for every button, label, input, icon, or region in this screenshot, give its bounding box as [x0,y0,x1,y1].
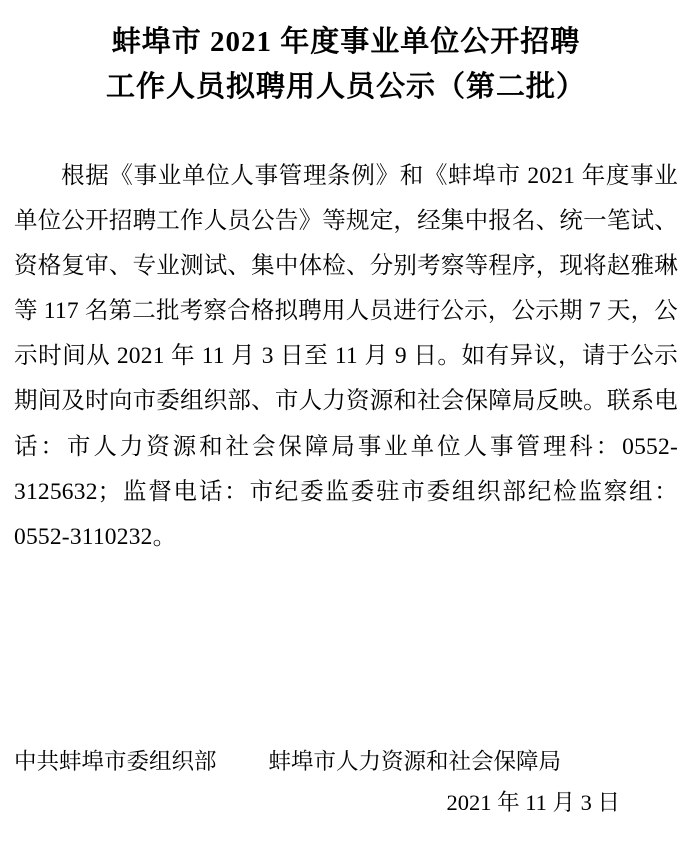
document-body [10,154,682,560]
title-line-1: 蚌埠市 2021 年度事业单位公开招聘 [111,26,581,58]
signature-block [10,742,682,825]
signature-spacer [217,742,269,783]
signature-date: 2021 年 11 月 3 日 [446,790,620,816]
document-title [10,0,682,110]
signature-orgs-row [10,742,682,783]
title-line-2: 工作人员拟聘用人员公示（第二批） [105,70,586,103]
signature-left-org: 中共蚌埠市委组织部 [14,748,217,774]
signature-right-org: 蚌埠市人力资源和社会保障局 [268,748,562,774]
body-paragraph: 根据《事业单位人事管理条例》和《蚌埠市 2021 年度事业单位公开招聘工作人员公告》等规定，经集中报名、统一笔试、资格复审、专业测试、集中体检、分别考察等程序，现将赵雅琳等 117 名第二批考察合格拟聘用人员进行公示，公示期 7 天，公示时间从 2021 年 11 月 3 日至 11 月 9 日。如有异议，请于公示期间及时向市委组织部、市人力资源和社会保障局反映。联系电话：市人力资源和社会保障局事业单位人事管理科：0552-3125632；监督电话：市纪委监委驻市委组织部纪检监察组：0552-3110232。 [14,162,678,550]
